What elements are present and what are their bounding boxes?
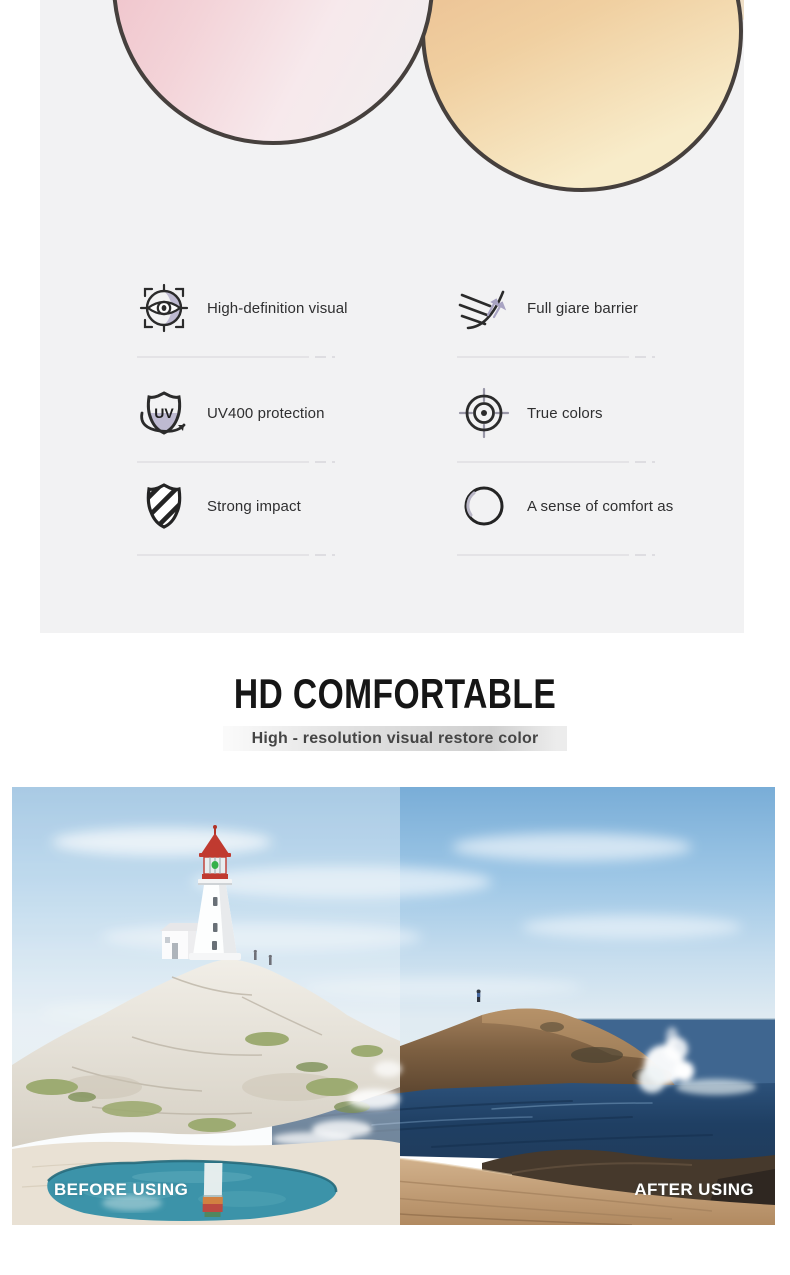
feature-strong-impact (137, 478, 377, 556)
hero-lens-panel (40, 0, 744, 633)
divider (457, 356, 697, 358)
divider (457, 554, 697, 556)
before-after-photo (12, 787, 775, 1225)
section-headline (0, 668, 790, 751)
feature-glare-barrier (457, 280, 697, 358)
comfort-circle-icon (457, 479, 511, 533)
feature-true-colors (457, 385, 697, 463)
true-colors-target-icon (457, 386, 511, 440)
divider (137, 461, 377, 463)
feature-hd-visual (137, 280, 377, 358)
feature-label: A sense of comfort as (527, 497, 674, 515)
pink-lens (112, 0, 434, 145)
svg-text:UV: UV (154, 405, 174, 421)
feature-label: High-definition visual (207, 299, 348, 317)
uv400-shield-icon (137, 386, 191, 440)
section-subtitle: High - resolution visual restore color (223, 726, 567, 751)
divider (137, 554, 377, 556)
divider (457, 461, 697, 463)
coastal-scene (12, 787, 775, 1225)
section-title: HD COMFORTABLE (233, 670, 557, 717)
feature-uv400 (137, 385, 377, 463)
amber-lens (421, 0, 743, 192)
glare-barrier-icon (457, 281, 511, 335)
divider (137, 356, 377, 358)
feature-comfort (457, 478, 697, 556)
feature-label: True colors (527, 404, 603, 422)
before-using-label: BEFORE USING (54, 1180, 189, 1199)
feature-label: Full giare barrier (527, 299, 639, 317)
hd-visual-icon (137, 281, 191, 335)
after-using-label: AFTER USING (634, 1180, 754, 1199)
feature-label: Strong impact (207, 497, 301, 515)
feature-label: UV400 protection (207, 404, 325, 422)
lighthouse-reflection (202, 1163, 223, 1217)
strong-impact-shield-icon (137, 479, 191, 533)
